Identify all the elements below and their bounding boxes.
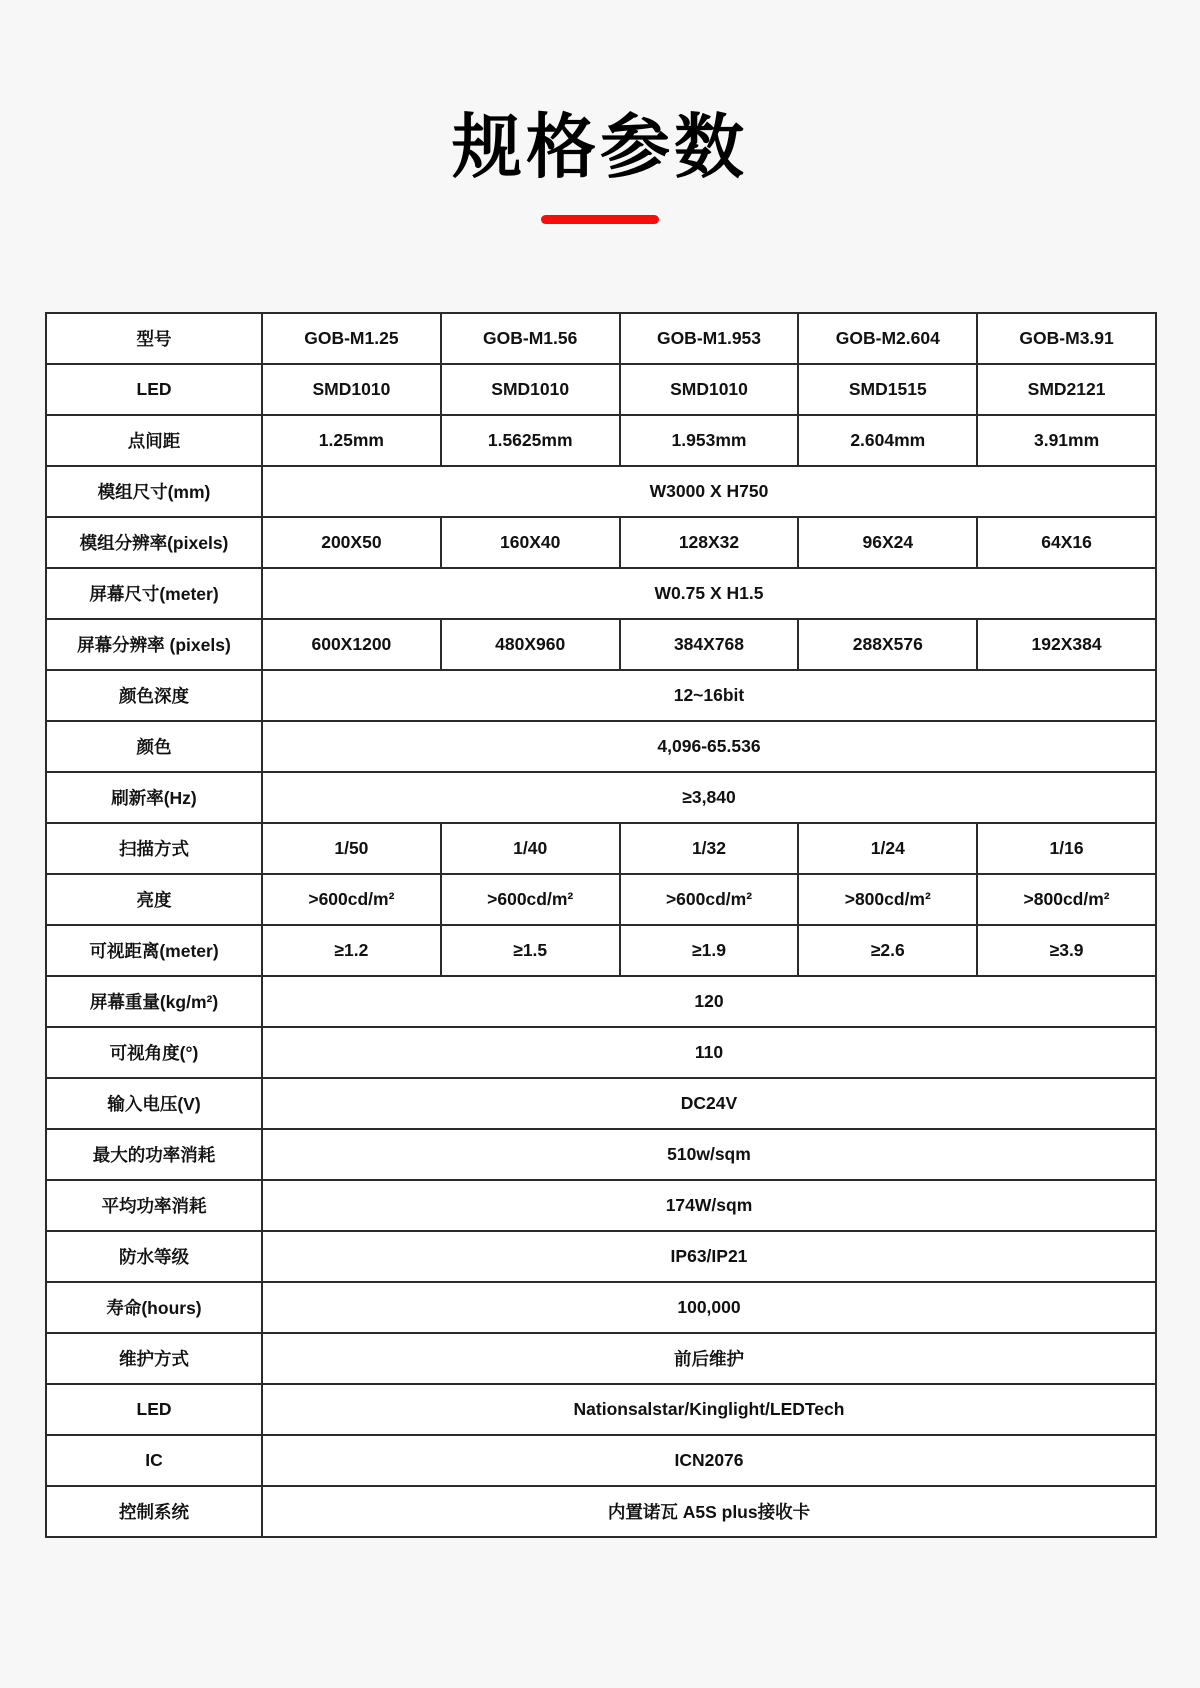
- table-row: [46, 1027, 1156, 1078]
- table-row: [46, 415, 1156, 466]
- value-cell: ≥3.9: [977, 925, 1156, 976]
- span-value-cell: 100,000: [262, 1282, 1156, 1333]
- value-cell: 1/32: [620, 823, 799, 874]
- span-value-cell: 120: [262, 976, 1156, 1027]
- span-value-cell: 510w/sqm: [262, 1129, 1156, 1180]
- value-cell: 160X40: [441, 517, 620, 568]
- row-label-cell: 颜色深度: [46, 670, 262, 721]
- row-label-cell: 维护方式: [46, 1333, 262, 1384]
- value-cell: >600cd/m²: [441, 874, 620, 925]
- row-label-cell: 屏幕尺寸(meter): [46, 568, 262, 619]
- row-label-cell: 亮度: [46, 874, 262, 925]
- table-row: [46, 517, 1156, 568]
- value-cell: 1/16: [977, 823, 1156, 874]
- table-row: [46, 1180, 1156, 1231]
- value-cell: GOB-M3.91: [977, 313, 1156, 364]
- table-row: [46, 925, 1156, 976]
- table-row: [46, 1282, 1156, 1333]
- value-cell: 1.25mm: [262, 415, 441, 466]
- span-value-cell: 前后维护: [262, 1333, 1156, 1384]
- table-row: [46, 1384, 1156, 1435]
- value-cell: ≥1.5: [441, 925, 620, 976]
- value-cell: SMD1010: [262, 364, 441, 415]
- table-row: [46, 568, 1156, 619]
- row-label-cell: LED: [46, 1384, 262, 1435]
- table-row: [46, 619, 1156, 670]
- value-cell: GOB-M1.953: [620, 313, 799, 364]
- value-cell: SMD1010: [441, 364, 620, 415]
- table-row: [46, 1435, 1156, 1486]
- row-label-cell: IC: [46, 1435, 262, 1486]
- value-cell: ≥1.2: [262, 925, 441, 976]
- value-cell: 192X384: [977, 619, 1156, 670]
- table-row: [46, 1486, 1156, 1537]
- table-row: [46, 874, 1156, 925]
- table-row: [46, 1333, 1156, 1384]
- value-cell: >800cd/m²: [977, 874, 1156, 925]
- value-cell: GOB-M1.56: [441, 313, 620, 364]
- row-label-cell: 模组分辨率(pixels): [46, 517, 262, 568]
- span-value-cell: ≥3,840: [262, 772, 1156, 823]
- value-cell: 64X16: [977, 517, 1156, 568]
- row-label-cell: 屏幕重量(kg/m²): [46, 976, 262, 1027]
- spec-table-container: [45, 312, 1155, 1538]
- span-value-cell: 4,096-65.536: [262, 721, 1156, 772]
- value-cell: 96X24: [798, 517, 977, 568]
- value-cell: 288X576: [798, 619, 977, 670]
- row-label-cell: 控制系统: [46, 1486, 262, 1537]
- row-label-cell: 最大的功率消耗: [46, 1129, 262, 1180]
- row-label-cell: 刷新率(Hz): [46, 772, 262, 823]
- table-row: [46, 1129, 1156, 1180]
- value-cell: 1.5625mm: [441, 415, 620, 466]
- span-value-cell: ICN2076: [262, 1435, 1156, 1486]
- row-label-cell: 模组尺寸(mm): [46, 466, 262, 517]
- span-value-cell: DC24V: [262, 1078, 1156, 1129]
- table-row: [46, 1231, 1156, 1282]
- table-row: [46, 313, 1156, 364]
- value-cell: 128X32: [620, 517, 799, 568]
- spec-table: [45, 312, 1157, 1538]
- row-label-cell: 可视角度(°): [46, 1027, 262, 1078]
- value-cell: 600X1200: [262, 619, 441, 670]
- value-cell: >800cd/m²: [798, 874, 977, 925]
- value-cell: SMD2121: [977, 364, 1156, 415]
- page-title: 规格参数: [452, 108, 748, 186]
- span-value-cell: W3000 X H750: [262, 466, 1156, 517]
- title-underline-bar: [541, 215, 659, 224]
- row-label-cell: 点间距: [46, 415, 262, 466]
- value-cell: SMD1515: [798, 364, 977, 415]
- value-cell: 1/40: [441, 823, 620, 874]
- value-cell: 200X50: [262, 517, 441, 568]
- row-label-cell: 屏幕分辨率 (pixels): [46, 619, 262, 670]
- span-value-cell: 174W/sqm: [262, 1180, 1156, 1231]
- table-row: [46, 466, 1156, 517]
- value-cell: 1/24: [798, 823, 977, 874]
- value-cell: 480X960: [441, 619, 620, 670]
- span-value-cell: 12~16bit: [262, 670, 1156, 721]
- span-value-cell: 内置诺瓦 A5S plus接收卡: [262, 1486, 1156, 1537]
- value-cell: 2.604mm: [798, 415, 977, 466]
- row-label-cell: 扫描方式: [46, 823, 262, 874]
- span-value-cell: IP63/IP21: [262, 1231, 1156, 1282]
- table-row: [46, 364, 1156, 415]
- value-cell: 1/50: [262, 823, 441, 874]
- row-label-cell: 颜色: [46, 721, 262, 772]
- span-value-cell: 110: [262, 1027, 1156, 1078]
- row-label-cell: 防水等级: [46, 1231, 262, 1282]
- table-row: [46, 670, 1156, 721]
- table-row: [46, 976, 1156, 1027]
- value-cell: 1.953mm: [620, 415, 799, 466]
- span-value-cell: Nationsalstar/Kinglight/LEDTech: [262, 1384, 1156, 1435]
- value-cell: SMD1010: [620, 364, 799, 415]
- row-label-cell: 平均功率消耗: [46, 1180, 262, 1231]
- row-label-cell: 型号: [46, 313, 262, 364]
- row-label-cell: 寿命(hours): [46, 1282, 262, 1333]
- span-value-cell: W0.75 X H1.5: [262, 568, 1156, 619]
- value-cell: GOB-M1.25: [262, 313, 441, 364]
- table-row: [46, 823, 1156, 874]
- row-label-cell: 可视距离(meter): [46, 925, 262, 976]
- value-cell: ≥1.9: [620, 925, 799, 976]
- table-row: [46, 772, 1156, 823]
- row-label-cell: LED: [46, 364, 262, 415]
- value-cell: >600cd/m²: [262, 874, 441, 925]
- value-cell: ≥2.6: [798, 925, 977, 976]
- value-cell: GOB-M2.604: [798, 313, 977, 364]
- title-section: [0, 0, 1200, 224]
- table-row: [46, 1078, 1156, 1129]
- value-cell: 384X768: [620, 619, 799, 670]
- value-cell: 3.91mm: [977, 415, 1156, 466]
- value-cell: >600cd/m²: [620, 874, 799, 925]
- row-label-cell: 输入电压(V): [46, 1078, 262, 1129]
- spec-table-body: [46, 313, 1156, 1537]
- table-row: [46, 721, 1156, 772]
